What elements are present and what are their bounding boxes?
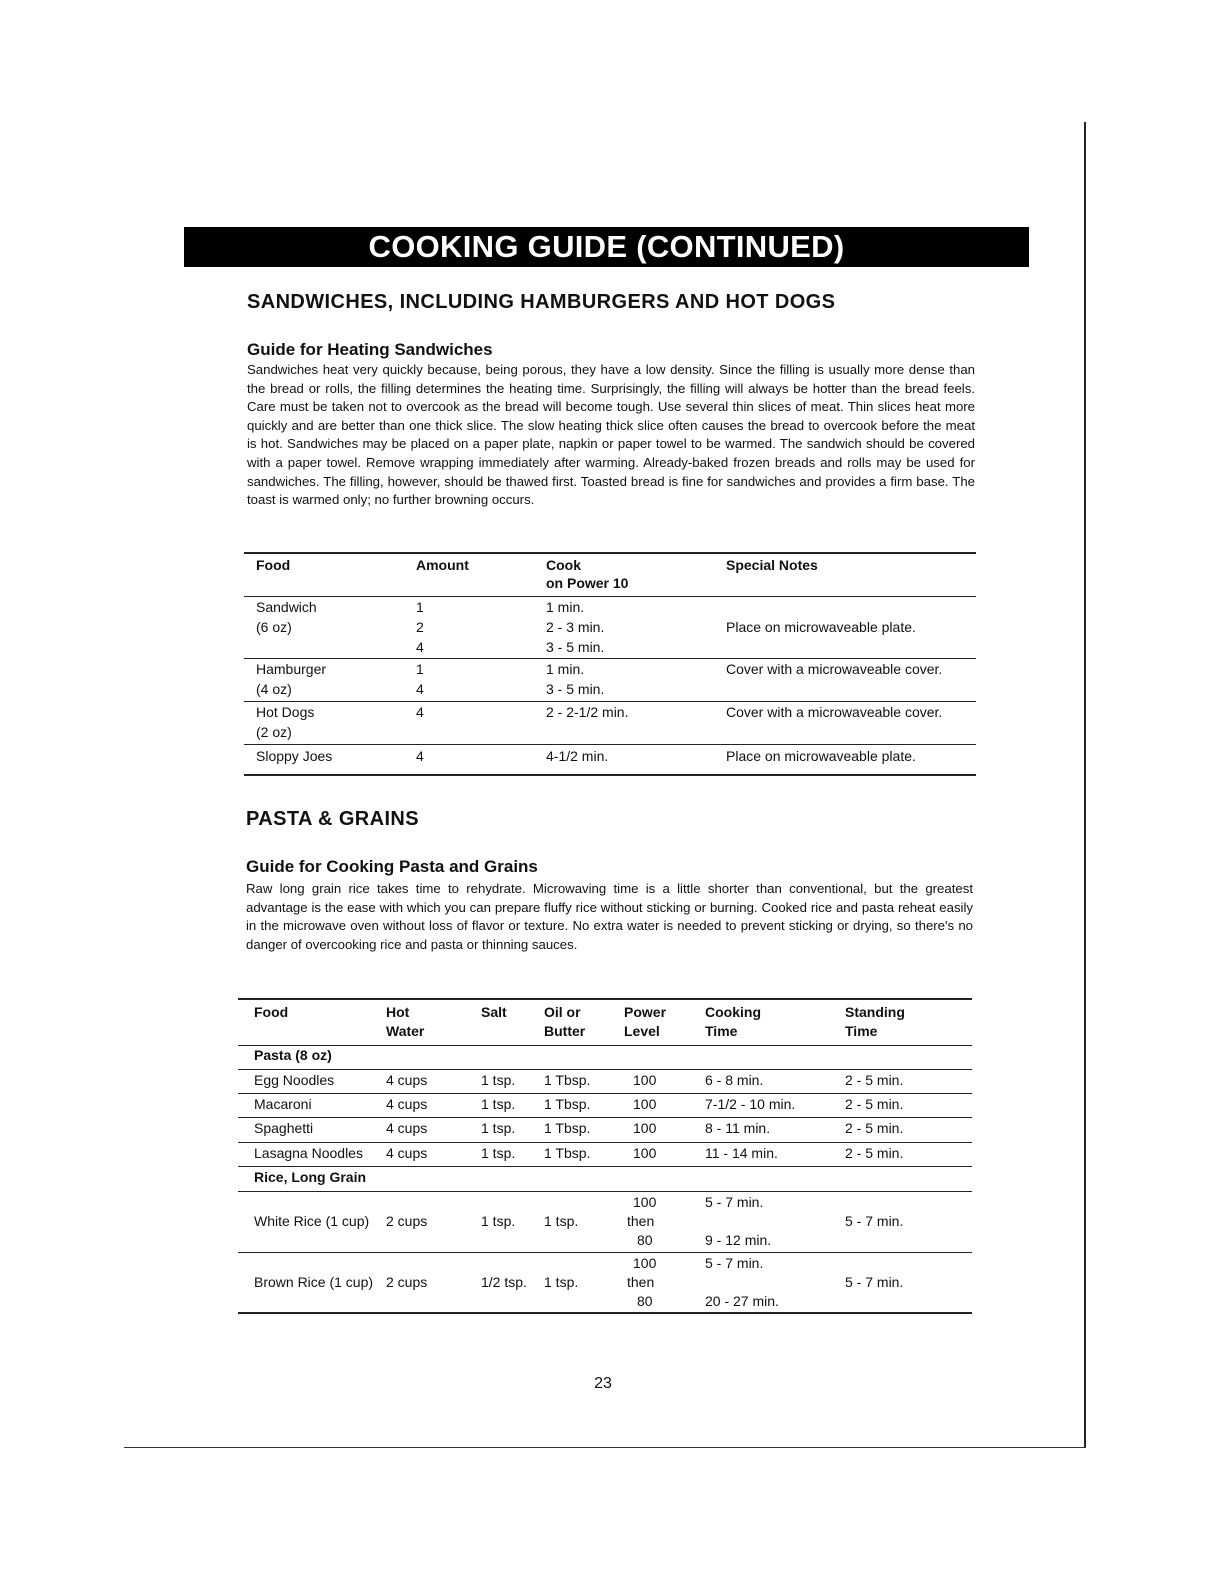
cell-amount: 1: [416, 661, 424, 677]
cell-salt: 1 tsp.: [481, 1145, 516, 1161]
cell-food: Lasagna Noodles: [254, 1145, 363, 1161]
col-header-amount: Amount: [416, 557, 469, 573]
cell-food: Hamburger: [256, 661, 327, 677]
cell-food: (2 oz): [256, 724, 292, 740]
col-header-cooking: Time: [705, 1023, 738, 1039]
cell-food: White Rice (1 cup): [254, 1213, 370, 1229]
cell-food: (4 oz): [256, 681, 292, 697]
cell-food: Macaroni: [254, 1096, 312, 1112]
sandwiches-heading: SANDWICHES, INCLUDING HAMBURGERS AND HOT DOGS: [247, 291, 836, 313]
cell-power: 80: [637, 1232, 653, 1248]
cell-cooking: 7-1/2 - 10 min.: [705, 1096, 796, 1112]
table-rule: [244, 744, 976, 745]
cell-cooking: 9 - 12 min.: [705, 1232, 772, 1248]
cell-food: Spaghetti: [254, 1120, 314, 1136]
table-rule: [244, 774, 976, 776]
cell-food: (6 oz): [256, 619, 292, 635]
cell-power: then: [627, 1274, 655, 1290]
page-right-rule: [1084, 122, 1086, 1448]
cell-power: 100: [633, 1096, 657, 1112]
col-header-water: Hot: [386, 1004, 410, 1020]
cell-oil: 1 Tbsp.: [544, 1072, 591, 1088]
table-rule: [238, 998, 972, 1000]
cell-standing: 2 - 5 min.: [845, 1120, 904, 1136]
cell-oil: 1 Tbsp.: [544, 1120, 591, 1136]
cell-amount: 4: [416, 639, 424, 655]
cell-water: 4 cups: [386, 1145, 428, 1161]
cell-food: Sloppy Joes: [256, 748, 333, 764]
col-header-cook-power: on Power 10: [546, 575, 629, 591]
col-header-salt: Salt: [481, 1004, 507, 1020]
col-header-standing: Standing: [845, 1004, 905, 1020]
cell-power: 100: [633, 1194, 657, 1210]
group-label-rice: Rice, Long Grain: [254, 1169, 367, 1185]
cell-standing: 5 - 7 min.: [845, 1213, 904, 1229]
col-header-oil: Oil or: [544, 1004, 581, 1020]
cell-water: 4 cups: [386, 1096, 428, 1112]
col-header-water: Water: [386, 1023, 425, 1039]
cell-food: Egg Noodles: [254, 1072, 335, 1088]
col-header-power: Power: [624, 1004, 667, 1020]
cell-standing: 2 - 5 min.: [845, 1145, 904, 1161]
sandwiches-subheading: Guide for Heating Sandwiches: [247, 340, 493, 359]
col-header-cook: Cook: [546, 557, 581, 573]
col-header-power: Level: [624, 1023, 660, 1039]
cell-note: Place on microwaveable plate.: [726, 748, 916, 764]
col-header-cooking: Cooking: [705, 1004, 761, 1020]
page-number: 23: [594, 1375, 612, 1392]
table-rule: [244, 596, 976, 597]
cell-cook: 3 - 5 min.: [546, 639, 605, 655]
cell-cooking: 5 - 7 min.: [705, 1255, 764, 1271]
cell-oil: 1 Tbsp.: [544, 1096, 591, 1112]
pasta-paragraph: Raw long grain rice takes time to rehydrate. Microwaving time is a little shorter than conventional, but the greatest advantage is the ease with which you can prepare fluffy rice without sticking or burning. Cooked rice and pasta reheat easily in the microwave oven without loss of flavor or texture. No extra water is needed to prevent sticking or drying, so there's no danger of overcooking rice and pasta or thinning sauces.: [246, 881, 973, 952]
cell-standing: 5 - 7 min.: [845, 1274, 904, 1290]
cell-power: 100: [633, 1072, 657, 1088]
cell-amount: 2: [416, 619, 424, 635]
cell-standing: 2 - 5 min.: [845, 1096, 904, 1112]
table-rule: [238, 1045, 972, 1046]
col-header-oil: Butter: [544, 1023, 586, 1039]
table-rule: [238, 1252, 972, 1253]
cell-cooking: 6 - 8 min.: [705, 1072, 764, 1088]
table-rule: [238, 1312, 972, 1314]
pasta-table: [238, 998, 972, 1318]
cell-cooking: 20 - 27 min.: [705, 1293, 779, 1309]
cell-water: 4 cups: [386, 1120, 428, 1136]
cell-food: Hot Dogs: [256, 704, 315, 720]
cell-cook: 3 - 5 min.: [546, 681, 605, 697]
cell-salt: 1 tsp.: [481, 1120, 516, 1136]
cell-salt: 1/2 tsp.: [481, 1274, 527, 1290]
cell-power: 80: [637, 1293, 653, 1309]
cell-power: then: [627, 1213, 655, 1229]
cell-power: 100: [633, 1255, 657, 1271]
table-rule: [238, 1191, 972, 1192]
cell-cook: 2 - 3 min.: [546, 619, 605, 635]
cell-cook: 1 min.: [546, 599, 585, 615]
cell-salt: 1 tsp.: [481, 1096, 516, 1112]
cell-oil: 1 tsp.: [544, 1213, 579, 1229]
cell-oil: 1 tsp.: [544, 1274, 579, 1290]
cell-cooking: 11 - 14 min.: [705, 1145, 778, 1161]
cell-cook: 4-1/2 min.: [546, 748, 609, 764]
col-header-food: Food: [254, 1004, 289, 1020]
cell-standing: 2 - 5 min.: [845, 1072, 904, 1088]
col-header-notes: Special Notes: [726, 557, 818, 573]
cell-salt: 1 tsp.: [481, 1072, 516, 1088]
col-header-standing: Time: [845, 1023, 878, 1039]
cell-cook: 1 min.: [546, 661, 585, 677]
cell-power: 100: [633, 1145, 657, 1161]
cell-food: Sandwich: [256, 599, 317, 615]
cell-cook: 2 - 2-1/2 min.: [546, 704, 629, 720]
cell-amount: 4: [416, 704, 424, 720]
cell-amount: 4: [416, 748, 424, 764]
cell-water: 2 cups: [386, 1213, 428, 1229]
page-bottom-rule: [124, 1447, 1086, 1448]
page-banner-title: COOKING GUIDE (CONTINUED): [184, 227, 1029, 267]
cell-amount: 1: [416, 599, 424, 615]
cell-note: Cover with a microwaveable cover.: [726, 704, 943, 720]
pasta-subheading: Guide for Cooking Pasta and Grains: [246, 857, 538, 876]
cell-note: Place on microwaveable plate.: [726, 619, 916, 635]
sandwich-table: [244, 552, 976, 782]
group-label-pasta: Pasta (8 oz): [254, 1047, 332, 1063]
cell-water: 2 cups: [386, 1274, 428, 1290]
cell-note: Cover with a microwaveable cover.: [726, 661, 943, 677]
cell-water: 4 cups: [386, 1072, 428, 1088]
table-rule: [244, 552, 976, 554]
sandwiches-paragraph: Sandwiches heat very quickly because, being porous, they have a low density. Since the filling is usually more dense than the bread or rolls, the filling determines the heating time. Surprisingly, the filling will always be hotter than the bread feels. Care must be taken not to overcook as the bread will become tough. Use several thin slices of meat. Thin slices heat more quickly and are better than one thick slice. The slow heating thick slice often causes the bread to overcook before the meat is hot. Sandwiches may be placed on a paper plate, napkin or paper towel to be warmed. The sandwich should be covered with a paper towel. Remove wrapping immediately after warming. Already-baked frozen breads and rolls may be used for sandwiches. The filling, however, should be thawed first. Toasted bread is fine for sandwiches and provides a firm base. The toast is warmed only; no further browning occurs.: [247, 362, 975, 508]
pasta-heading: PASTA & GRAINS: [246, 808, 420, 830]
cell-power: 100: [633, 1120, 657, 1136]
cell-amount: 4: [416, 681, 424, 697]
cell-oil: 1 Tbsp.: [544, 1145, 591, 1161]
cell-cooking: 5 - 7 min.: [705, 1194, 764, 1210]
cell-cooking: 8 - 11 min.: [705, 1120, 771, 1136]
col-header-food: Food: [256, 557, 291, 573]
cell-salt: 1 tsp.: [481, 1213, 516, 1229]
cell-food: Brown Rice (1 cup): [254, 1274, 374, 1290]
